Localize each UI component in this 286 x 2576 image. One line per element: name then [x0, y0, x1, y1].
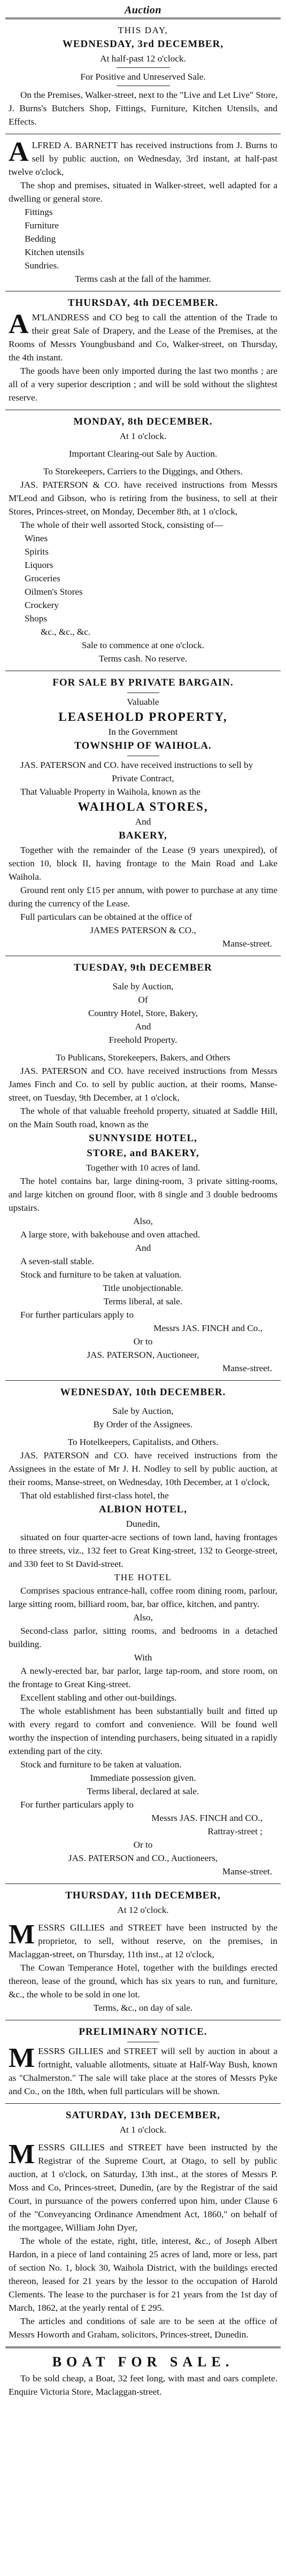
ad-line: By Order of the Assignees.: [93, 1419, 193, 1429]
drop-cap: M: [9, 2043, 35, 2073]
ad-heading: PRELIMINARY NOTICE.: [79, 2026, 207, 2037]
ad-title: BOAT FOR SALE.: [52, 2354, 234, 2370]
ad-supreme-court-sale: [5, 2104, 281, 2347]
ad-sunnyside-hotel: [5, 956, 281, 1380]
ad-line: THE HOTEL: [114, 1572, 172, 1582]
ad-line: Terms liberal, at sale.: [103, 1296, 183, 1306]
list-item: Crockery: [25, 600, 59, 610]
ad-body: To be sold cheap, a Boat, 32 feet long, with mast and oars complete. Enquire Victoria Store, Maclaggan-street.: [9, 2373, 277, 2397]
ad-boat-for-sale: [5, 2348, 281, 2404]
ad-body: That old established first-class hotel, the: [20, 1490, 169, 1501]
ad-line: Terms liberal, declared at sale.: [87, 1786, 199, 1796]
ad-line: Sale by Auction,: [112, 981, 174, 991]
ad-time: At 12 o'clock.: [117, 1905, 169, 1915]
ad-line: And: [135, 1243, 151, 1253]
ad-bakery: BAKERY,: [119, 830, 167, 841]
ad-body: A newly-erected bar, bar parlor, large tap-room, and store room, on the frontage to Great King-street.: [9, 1666, 277, 1689]
ad-property: LEASEHOLD PROPERTY,: [58, 710, 228, 724]
ad-line: Or to: [133, 1336, 153, 1347]
list-item: Kitchen utensils: [25, 247, 84, 257]
ad-line: Together with 10 acres of land.: [86, 1163, 200, 1173]
ad-barnett: [5, 134, 281, 291]
ad-body: Stock and furniture to be taken at valuation.: [20, 1759, 182, 1770]
ad-waihola-leasehold: [5, 671, 281, 956]
ad-time: At 1 o'clock.: [119, 2125, 167, 2135]
list-item: Oilmen's Stores: [25, 587, 83, 597]
ad-mlandress: [5, 291, 281, 410]
ad-body: JAS. PATERSON & CO. have received instructions from Messrs M'Leod and Gibson, who is retiring from the business, to sell at their Stores, Princes-street, on Monday, December 8th, at 1 o'clock,: [9, 480, 277, 517]
ad-body: The whole of their well assorted Stock, consisting of—: [20, 520, 223, 530]
ad-line: Also,: [133, 1216, 153, 1226]
auction-page: [5, 0, 281, 2404]
ad-signature-address: Manse-street.: [222, 1866, 272, 1877]
ad-subtitle: To Hotelkeepers, Capitalists, and Others.: [67, 1437, 219, 1447]
ad-subtitle: To Storekeepers, Carriers to the Diggings, and Others.: [43, 466, 243, 476]
ad-body: ESSRS GILLIES and STREET have been instructed by the Registrar of the Supreme Court, at Otago, to sell by public auction, at 1 o'clock, on Saturday, 13th inst., at the stores of Messrs P. Moss and Co, Princes-street, Dunedin, (are by the Registrar of the said Court, in pursuance of the powers conferred upon him, under Clause 6 of the "Conveyancing Ordinance Amendment Act, 1860," on behalf of the mortgagee, William John Dyer,: [9, 2142, 277, 2233]
list-item: Bedding: [25, 234, 56, 244]
drop-cap: M: [9, 2139, 35, 2170]
ad-line: Country Hotel, Store, Bakery,: [88, 1008, 198, 1018]
ad-terms: Terms cash. No reserve.: [98, 653, 188, 664]
ad-township: TOWNSHIP OF WAIHOLA.: [74, 740, 212, 751]
list-item: Furniture: [25, 220, 59, 230]
ad-date: WEDNESDAY, 10th DECEMBER.: [60, 1387, 226, 1398]
ad-line: Immediate possession given.: [90, 1773, 196, 1783]
ad-body: LFRED A. BARNETT has received instructions from J. Burns to sell by public auction, on Wednesday, 3rd instant, at half-past twelve o'clock,: [9, 140, 277, 177]
ad-date: TUESDAY, 9th DECEMBER: [74, 962, 212, 973]
ad-body: A large store, with bakehouse and oven attached.: [20, 1229, 200, 1240]
ad-mleod-gibson: [5, 410, 281, 671]
ad-line: And: [135, 817, 151, 827]
ad-body: JAS. PATERSON and CO. have received instructions to sell by: [20, 760, 253, 770]
ad-body: Second-class parlor, sitting rooms, and bedrooms in a detached building.: [9, 1626, 277, 1649]
ad-signature: Rattray-street ;: [207, 1826, 262, 1836]
ad-body: The articles and conditions of sale are to be seen at the office of Messrs Howorth and Graham, solicitors, Princes-street, Dunedin.: [9, 2316, 277, 2340]
ad-heading: FOR SALE BY PRIVATE BARGAIN.: [52, 677, 234, 688]
list-item: Sundries.: [25, 260, 59, 271]
ad-body: JAS. PATERSON and CO. have received instructions from the Assignees in the estate of Mr J. H. Nodley to sell by public auction, at their rooms, Manse-street, on Wednesday, 10th December, at 1 o'clock,: [9, 1450, 277, 1487]
ad-date: THURSDAY, 4th DECEMBER.: [67, 297, 219, 309]
ad-body: That Valuable Property in Waihola, known as the: [20, 787, 200, 797]
ad-line: And: [135, 1021, 151, 1032]
drop-cap: A: [9, 137, 29, 167]
ad-butchers-shop: [5, 19, 281, 134]
ad-cowan-hotel: [5, 1884, 281, 2020]
ad-body: JAS. PATERSON and CO. have received instructions from Messrs James Finch and Co. to sell by public auction, at their rooms, Manse-street, on Tuesday, 9th December, at 1 o'clock,: [9, 1066, 277, 1103]
ad-line: In the Government: [108, 727, 178, 737]
list-item: Wines: [25, 533, 48, 543]
ad-subtitle: To Publicans, Storekeepers, Bakers, and Others: [56, 1052, 230, 1063]
ad-line: Freehold Property.: [109, 1035, 177, 1045]
ad-body: The Cowan Temperance Hotel, together with the buildings erected thereon, lease of the ground, which has six years to run, and furniture, &c., the whole to be sold in one lot.: [9, 1963, 277, 2000]
ad-time: At 1 o'clock.: [119, 431, 167, 441]
section-title: Auction: [124, 4, 162, 16]
ad-date: SATURDAY, 13th DECEMBER,: [65, 2110, 221, 2121]
ad-body: The goods have been only imported during the last two months ; are all of a very superior description ; and will be sold without the slightest reserve.: [9, 366, 277, 403]
ad-line: Valuable: [127, 697, 159, 707]
ad-terms: Terms cash at the fall of the hammer.: [75, 274, 211, 284]
list-item: Shops: [25, 613, 48, 624]
ad-terms: Terms, &c., on day of sale.: [93, 2003, 193, 2013]
ad-body: The whole of the estate, right, title, interest, &c., of Joseph Albert Hardon, in a piece of land containing 25 acres of land, more or less, part of section No. 1, block 30, Waihola District, with the buildings erected thereon, leased for 21 years by the lessor to the occupation of Harold Clements. The lease to the purchaser is for 21 years from the 1st day of March, 1862, at the yearly rental of £ 295.: [9, 2236, 277, 2313]
list-item: &c., &c., &c.: [41, 627, 91, 637]
list-item: Fittings: [25, 207, 53, 217]
ad-line: Sale by Auction,: [112, 1406, 174, 1416]
ad-body: Together with the remainder of the Lease (9 years unexpired), of section 10, block II, having frontage to the Main Road and Lake Waihola.: [9, 845, 277, 882]
ad-signature: JAS. PATERSON and CO., Auctioneers,: [68, 1853, 218, 1863]
ad-line: Or to: [133, 1840, 153, 1850]
ad-body: Full particulars can be obtained at the office of: [20, 912, 192, 922]
ad-hotel: SUNNYSIDE HOTEL,: [89, 1133, 197, 1144]
ad-body: On the Premises, Walker-street, next to the "Live and Let Live" Store, J. Burns's Butchers Shop, Fittings, Furniture, Kitchen Utensils, and Effects.: [9, 90, 277, 127]
ad-date: MONDAY, 8th DECEMBER.: [73, 416, 213, 427]
ad-signature: Messrs JAS. FINCH and Co.,: [153, 1323, 262, 1333]
ad-time: At half-past 12 o'clock.: [100, 53, 186, 64]
ad-body: ESSRS GILLIES and STREET will sell by auction in about a fortnight, valuable allotments, situate at Half-Way Bush, known as "Chalmerston." The sale will take place at the stores of Messrs Pyke and Co., on the 18th, when full particulars will be shown.: [9, 2046, 277, 2096]
ad-body: The whole of that valuable freehold property, situated at Saddle Hill, on the Main South road, known as the: [9, 1106, 277, 1129]
list-item: Groceries: [25, 573, 60, 583]
list-item: Liquors: [25, 560, 53, 570]
ad-body: Comprises spacious entrance-hall, coffee room dining room, parlour, large sitting room, billiard room, bar, bar office, kitchen, and pantry.: [9, 1586, 277, 1609]
ad-line: Of: [138, 995, 148, 1005]
ad-signature: JAMES PATERSON & CO.,: [90, 925, 196, 935]
ad-body: Ground rent only £15 per annum, with power to purchase at any time during the currency of the Lease.: [9, 885, 277, 909]
ad-line: Private Contract,: [112, 773, 174, 783]
ad-line: Dunedin,: [126, 1519, 160, 1529]
list-item: Spirits: [25, 547, 49, 557]
ad-body: For further particulars apply to: [20, 1800, 134, 1810]
ad-line: Also,: [133, 1612, 153, 1623]
ad-signature-address: Manse-street.: [222, 1363, 272, 1373]
drop-cap: A: [9, 309, 29, 340]
ad-body: ESSRS GILLIES and STREET have been instructed by the proprietor, to sell, without reserve, on the premises, in Maclaggan-street, on Thursday, 11th inst., at 12 o'clock,: [9, 1923, 277, 1959]
item-list: [9, 205, 277, 272]
ad-body: The whole establishment has been substantially built and fitted up with every regard to comfort and convenience. Will be found well worthy the inspection of intending purchasers, being situated in a rapidly extending part of the city.: [9, 1706, 277, 1756]
ad-signature: JAS. PATERSON, Auctioneer,: [87, 1350, 199, 1360]
ad-line: With: [134, 1652, 152, 1663]
ad-line: Title unobjectionable.: [103, 1283, 183, 1293]
ad-tagline: For Positive and Unreserved Sale.: [80, 72, 206, 82]
short-rule: [117, 67, 170, 68]
ad-title: Important Clearing-out Sale by Auction.: [68, 449, 218, 459]
ad-preliminary-notice: [5, 2020, 281, 2103]
ad-body: situated on four quarter-acre sections of town land, having frontages to three streets, viz., 132 feet to Great King-street, 132 to George-street, and 330 feet to St David-street.: [9, 1532, 277, 1569]
ad-day: THIS DAY,: [118, 25, 168, 35]
ad-date: THURSDAY, 11th DECEMBER,: [65, 1890, 221, 1901]
ad-body: Excellent stabling and other out-buildings.: [20, 1693, 177, 1703]
ad-hotel: ALBION HOTEL,: [98, 1504, 188, 1515]
ad-signature-address: Manse-street.: [222, 939, 272, 949]
ad-closing: Sale to commence at one o'clock.: [81, 640, 205, 650]
ad-body: The hotel contains bar, large dining-room, 3 private sitting-rooms, and large kitchen on ground floor, with 8 single and 3 double bedrooms upstairs.: [9, 1176, 277, 1213]
ad-stores: WAIHOLA STORES,: [78, 800, 208, 813]
ad-date: WEDNESDAY, 3rd DECEMBER,: [62, 39, 224, 50]
ad-body: A seven-stall stable.: [20, 1256, 94, 1266]
ad-albion-hotel: [5, 1381, 281, 1883]
ad-body: The shop and premises, situated in Walker-street, well adapted for a dwelling or general store.: [9, 180, 277, 204]
drop-cap: M: [9, 1919, 35, 1950]
item-list: [9, 532, 277, 639]
ad-body: M'LANDRESS and CO beg to call the attention of the Trade to their great Sale of Drapery, and the Lease of the Premises, at the Rooms of Messrs Youngbusband and Co, Walker-street, on Thursday, the 4th instant.: [9, 312, 277, 363]
ad-signature: Messrs JAS. FINCH and CO.,: [151, 1813, 262, 1823]
ad-body: For further particulars apply to: [20, 1310, 134, 1320]
ad-body: Stock and furniture to be taken at valuation.: [20, 1270, 182, 1280]
ad-store: STORE, and BAKERY,: [87, 1148, 199, 1159]
